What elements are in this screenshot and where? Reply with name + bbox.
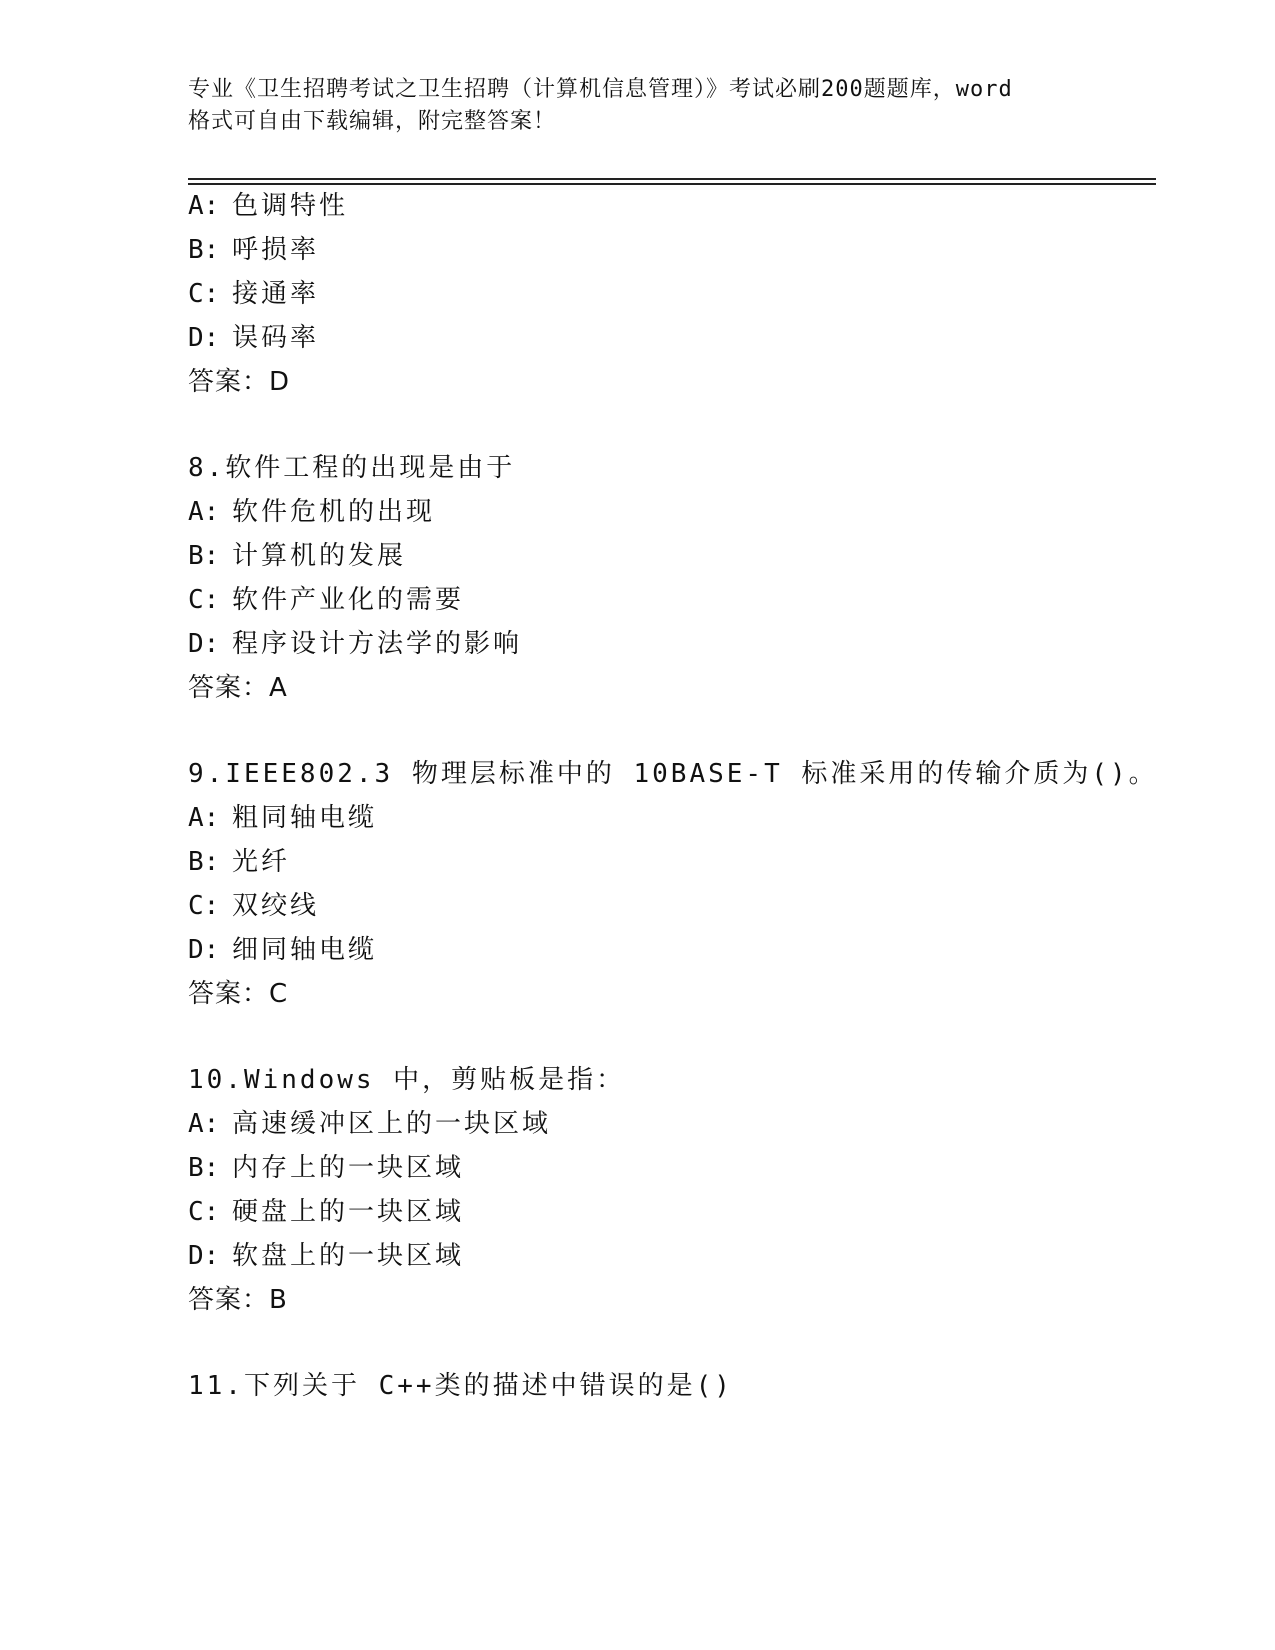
q9-option-c: C: 双绞线 [188,891,320,921]
q9-question: 9.IEEE802.3 物理层标准中的 10BASE-T 标准采用的传输介质为()。 [188,759,1158,789]
q8-option-b: B: 计算机的发展 [188,541,407,571]
q10-option-b: B: 内存上的一块区域 [188,1153,465,1183]
q11-question: 11.下列关于 C++类的描述中错误的是() [188,1371,733,1401]
q7-answer: 答案：D [188,367,291,397]
q7-option-a: A: 色调特性 [188,191,349,221]
q9-answer: 答案：C [188,979,289,1009]
q7-option-b: B: 呼损率 [188,235,320,265]
q9-option-d: D: 细同轴电缆 [188,935,378,965]
q8-question: 8.软件工程的出现是由于 [188,453,516,483]
q10-answer: 答案：B [188,1285,288,1315]
q9-option-b: B: 光纤 [188,847,291,877]
q7-option-c: C: 接通率 [188,279,320,309]
q10-option-c: C: 硬盘上的一块区域 [188,1197,465,1227]
document-header [188,74,1088,138]
header-divider-top [188,178,1156,180]
q10-option-a: A: 高速缓冲区上的一块区域 [188,1109,552,1139]
q10-option-d: D: 软盘上的一块区域 [188,1241,465,1271]
q8-option-d: D: 程序设计方法学的影响 [188,629,523,659]
q8-option-a: A: 软件危机的出现 [188,497,436,527]
q9-option-a: A: 粗同轴电缆 [188,803,378,833]
q10-question: 10.Windows 中，剪贴板是指： [188,1065,626,1095]
header-divider-bottom [188,183,1156,185]
header-line-1: 专业《卫生招聘考试之卫生招聘（计算机信息管理）》考试必刷200题题库，word [188,77,1013,102]
q7-option-d: D: 误码率 [188,323,320,353]
header-line-2: 格式可自由下载编辑，附完整答案！ [188,109,557,134]
q8-answer: 答案：A [188,673,288,703]
q8-option-c: C: 软件产业化的需要 [188,585,465,615]
